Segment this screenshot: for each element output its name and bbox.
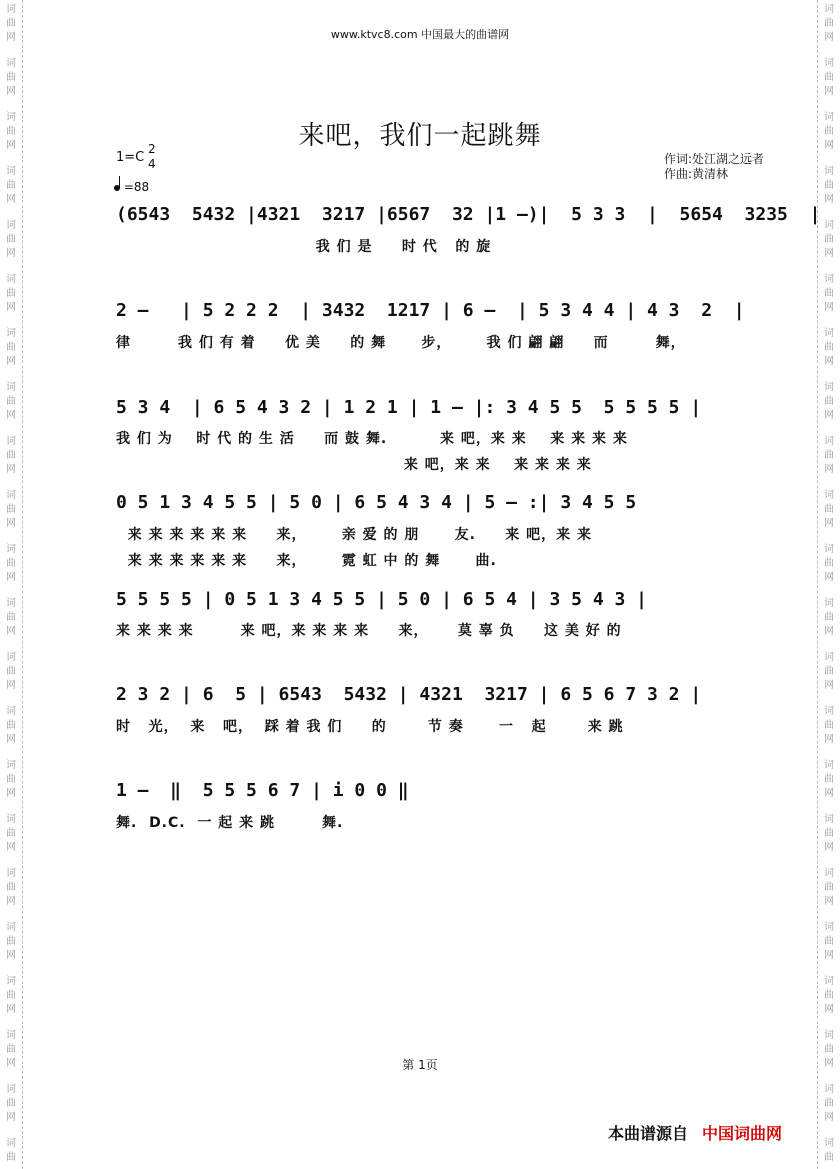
watermark-glyph: 网 xyxy=(824,86,834,97)
watermark-glyph: 曲 xyxy=(6,72,16,83)
watermark-glyph: 词 xyxy=(824,58,834,69)
watermark-glyph: 词 xyxy=(824,328,834,339)
watermark-glyph: 曲 xyxy=(824,612,834,623)
lyric-line: 来 来 来 来 来 吧，来 来 来 来 来， 莫 辜 负 这 美 好 的 xyxy=(116,623,622,639)
watermark-glyph: 曲 xyxy=(6,990,16,1001)
watermark-glyph: 曲 xyxy=(6,288,16,299)
watermark-glyph: 词 xyxy=(6,328,16,339)
watermark-glyph: 网 xyxy=(824,140,834,151)
watermark-glyph: 网 xyxy=(6,248,16,259)
watermark-glyph: 网 xyxy=(6,86,16,97)
watermark-glyph: 网 xyxy=(824,248,834,259)
watermark-glyph: 网 xyxy=(6,842,16,853)
watermark-glyph: 网 xyxy=(824,680,834,691)
watermark-glyph: 曲 xyxy=(6,774,16,785)
watermark-glyph: 曲 xyxy=(824,450,834,461)
watermark-glyph: 网 xyxy=(824,572,834,583)
watermark-glyph: 网 xyxy=(6,1058,16,1069)
watermark-glyph: 曲 xyxy=(824,288,834,299)
watermark-glyph: 词 xyxy=(6,58,16,69)
watermark-glyph: 词 xyxy=(824,220,834,231)
watermark-glyph: 曲 xyxy=(6,18,16,29)
watermark-glyph: 网 xyxy=(824,788,834,799)
page-number: 第 1页 xyxy=(402,1058,438,1072)
watermark-glyph: 词 xyxy=(824,868,834,879)
watermark-glyph: 曲 xyxy=(6,720,16,731)
watermark-glyph: 词 xyxy=(6,1030,16,1041)
watermark-glyph: 词 xyxy=(6,760,16,771)
watermark-glyph: 曲 xyxy=(824,720,834,731)
watermark-glyph: 词 xyxy=(824,490,834,501)
watermark-glyph: 网 xyxy=(6,626,16,637)
watermark-glyph: 网 xyxy=(824,842,834,853)
footer-brand-link[interactable]: 中国词曲网 xyxy=(702,1124,783,1143)
watermark-glyph: 网 xyxy=(824,194,834,205)
watermark-glyph: 网 xyxy=(824,1112,834,1123)
left-margin-watermark xyxy=(0,0,23,1169)
watermark-glyph: 词 xyxy=(824,544,834,555)
watermark-glyph: 曲 xyxy=(6,558,16,569)
watermark-glyph: 网 xyxy=(824,518,834,529)
watermark-glyph: 曲 xyxy=(6,666,16,677)
lyric-line: 律 我 们 有 着 优 美 的 舞 步， 我 们 翩 翩 而 舞， xyxy=(116,335,686,351)
music-line: 5 5 5 5 | 0 5 1 3 4 5 5 | 5 0 | 6 5 4 | 3 5 4 3 | xyxy=(116,589,648,610)
watermark-glyph: 词 xyxy=(824,274,834,285)
watermark-glyph: 词 xyxy=(824,598,834,609)
watermark-glyph: 曲 xyxy=(6,234,16,245)
watermark-glyph: 词 xyxy=(6,544,16,555)
watermark-glyph: 网 xyxy=(6,572,16,583)
watermark-glyph: 曲 xyxy=(6,612,16,623)
time-signature xyxy=(148,142,156,172)
watermark-glyph: 曲 xyxy=(824,666,834,677)
music-line: 2 – | 5 2 2 2 | 3432 1217 | 6 – | 5 3 4 4 | 4 3 2 | xyxy=(116,300,745,321)
watermark-glyph: 曲 xyxy=(6,450,16,461)
watermark-glyph: 网 xyxy=(824,32,834,43)
watermark-glyph: 曲 xyxy=(824,936,834,947)
watermark-glyph: 曲 xyxy=(824,774,834,785)
watermark-glyph: 曲 xyxy=(6,396,16,407)
watermark-glyph: 曲 xyxy=(824,1152,834,1163)
watermark-glyph: 词 xyxy=(824,112,834,123)
credits xyxy=(664,152,764,182)
watermark-glyph: 网 xyxy=(6,896,16,907)
watermark-glyph: 曲 xyxy=(824,396,834,407)
watermark-glyph: 曲 xyxy=(6,180,16,191)
watermark-glyph: 曲 xyxy=(824,882,834,893)
watermark-glyph: 网 xyxy=(824,302,834,313)
tempo-marking xyxy=(114,180,149,194)
lyric-line: 时 光， 来 吧， 踩 着 我 们 的 节 奏 一 起 来 跳 xyxy=(116,719,624,735)
watermark-glyph: 词 xyxy=(6,1084,16,1095)
lyricist: 作词:处江湖之远者 xyxy=(664,152,765,166)
watermark-glyph: 词 xyxy=(824,922,834,933)
watermark-glyph: 词 xyxy=(6,382,16,393)
watermark-glyph: 曲 xyxy=(6,342,16,353)
lyric-line: 我 们 为 时 代 的 生 活 而 鼓 舞. 来 吧，来 来 来 来 来 来 xyxy=(116,431,628,447)
key-signature: 1=C xyxy=(116,150,145,165)
watermark-glyph: 网 xyxy=(824,1004,834,1015)
lyric-line: 来 来 来 来 来 来 来， 亲 爱 的 朋 友. 来 吧，来 来 xyxy=(116,527,593,543)
watermark-glyph: 网 xyxy=(6,518,16,529)
watermark-glyph: 词 xyxy=(824,976,834,987)
watermark-glyph: 曲 xyxy=(6,936,16,947)
watermark-glyph: 曲 xyxy=(824,342,834,353)
watermark-glyph: 网 xyxy=(824,626,834,637)
music-line: 5 3 4 | 6 5 4 3 2 | 1 2 1 | 1 – |: 3 4 5 5 5 5 5 5 | xyxy=(116,397,702,418)
watermark-glyph: 曲 xyxy=(824,1044,834,1055)
watermark-glyph: 词 xyxy=(6,868,16,879)
watermark-glyph: 网 xyxy=(824,356,834,367)
watermark-glyph: 词 xyxy=(824,814,834,825)
music-line: 0 5 1 3 4 5 5 | 5 0 | 6 5 4 3 4 | 5 – :| 3 4 5 5 xyxy=(116,492,637,513)
time-sig-top: 2 xyxy=(148,142,156,156)
watermark-glyph: 网 xyxy=(6,302,16,313)
song-title: 来吧，我们一起跳舞 xyxy=(298,121,542,151)
watermark-glyph: 词 xyxy=(6,814,16,825)
lyric-line: 来 吧，来 来 来 来 来 来 xyxy=(116,457,592,473)
right-margin-watermark xyxy=(817,0,840,1169)
watermark-glyph: 网 xyxy=(6,356,16,367)
watermark-glyph: 词 xyxy=(824,760,834,771)
music-line: 2 3 2 | 6 5 | 6543 5432 | 4321 3217 | 6 5 6 7 3 2 | xyxy=(116,684,702,705)
watermark-glyph: 网 xyxy=(6,464,16,475)
watermark-glyph: 网 xyxy=(824,950,834,961)
watermark-glyph: 网 xyxy=(6,32,16,43)
watermark-glyph: 词 xyxy=(824,706,834,717)
watermark-glyph: 曲 xyxy=(824,558,834,569)
lyric-line: 我 们 是 时 代 的 旋 xyxy=(116,239,492,255)
watermark-glyph: 曲 xyxy=(824,180,834,191)
watermark-glyph: 网 xyxy=(6,194,16,205)
watermark-glyph: 词 xyxy=(6,4,16,15)
watermark-glyph: 曲 xyxy=(6,882,16,893)
watermark-glyph: 曲 xyxy=(6,828,16,839)
quarter-note-icon xyxy=(114,185,120,191)
music-line: 1 – ‖ 5 5 5 6 7 | i 0 0 ‖ xyxy=(116,780,409,801)
watermark-glyph: 曲 xyxy=(824,828,834,839)
watermark-glyph: 网 xyxy=(6,788,16,799)
watermark-glyph: 网 xyxy=(6,1004,16,1015)
watermark-glyph: 网 xyxy=(824,464,834,475)
watermark-glyph: 网 xyxy=(6,1112,16,1123)
watermark-glyph: 曲 xyxy=(824,72,834,83)
watermark-glyph: 曲 xyxy=(6,1152,16,1163)
watermark-glyph: 曲 xyxy=(6,126,16,137)
watermark-glyph: 词 xyxy=(824,382,834,393)
watermark-glyph: 词 xyxy=(824,436,834,447)
lyric-line: 来 来 来 来 来 来 来， 霓 虹 中 的 舞 曲. xyxy=(116,553,497,569)
watermark-glyph: 曲 xyxy=(6,504,16,515)
watermark-glyph: 曲 xyxy=(6,1044,16,1055)
watermark-glyph: 词 xyxy=(824,166,834,177)
watermark-glyph: 网 xyxy=(824,410,834,421)
watermark-glyph: 词 xyxy=(824,4,834,15)
watermark-glyph: 词 xyxy=(824,1138,834,1149)
watermark-glyph: 网 xyxy=(6,410,16,421)
watermark-glyph: 曲 xyxy=(6,1098,16,1109)
watermark-glyph: 网 xyxy=(6,734,16,745)
watermark-glyph: 词 xyxy=(824,1030,834,1041)
watermark-glyph: 曲 xyxy=(824,990,834,1001)
watermark-glyph: 词 xyxy=(6,112,16,123)
tempo-value: =88 xyxy=(123,180,150,194)
watermark-glyph: 词 xyxy=(6,652,16,663)
watermark-glyph: 网 xyxy=(824,1058,834,1069)
watermark-glyph: 词 xyxy=(6,922,16,933)
watermark-glyph: 网 xyxy=(824,896,834,907)
watermark-glyph: 词 xyxy=(6,976,16,987)
watermark-glyph: 网 xyxy=(824,734,834,745)
watermark-glyph: 词 xyxy=(6,706,16,717)
watermark-glyph: 曲 xyxy=(824,18,834,29)
watermark-glyph: 网 xyxy=(6,680,16,691)
watermark-glyph: 曲 xyxy=(824,126,834,137)
watermark-glyph: 词 xyxy=(6,166,16,177)
watermark-glyph: 网 xyxy=(6,140,16,151)
watermark-glyph: 词 xyxy=(6,436,16,447)
footer-source xyxy=(608,1121,782,1144)
watermark-glyph: 词 xyxy=(6,220,16,231)
footer-label: 本曲谱源自 xyxy=(608,1124,689,1143)
watermark-glyph: 网 xyxy=(6,950,16,961)
site-header-url[interactable]: www.ktvc8.com 中国最大的曲谱网 xyxy=(330,28,510,41)
watermark-glyph: 词 xyxy=(6,274,16,285)
time-sig-bottom: 4 xyxy=(148,157,156,171)
music-line: (6543 5432 |4321 3217 |6567 32 |1 –)| 5 3 3 | 5654 3235 | xyxy=(116,204,821,225)
watermark-glyph: 曲 xyxy=(824,1098,834,1109)
watermark-glyph: 词 xyxy=(824,652,834,663)
watermark-glyph: 词 xyxy=(6,490,16,501)
watermark-glyph: 词 xyxy=(824,1084,834,1095)
watermark-glyph: 词 xyxy=(6,598,16,609)
composer: 作曲:黄清林 xyxy=(664,167,729,181)
lyric-line: 舞. D.C. 一 起 来 跳 舞. xyxy=(116,815,344,831)
watermark-glyph: 曲 xyxy=(824,504,834,515)
watermark-glyph: 词 xyxy=(6,1138,16,1149)
watermark-glyph: 曲 xyxy=(824,234,834,245)
